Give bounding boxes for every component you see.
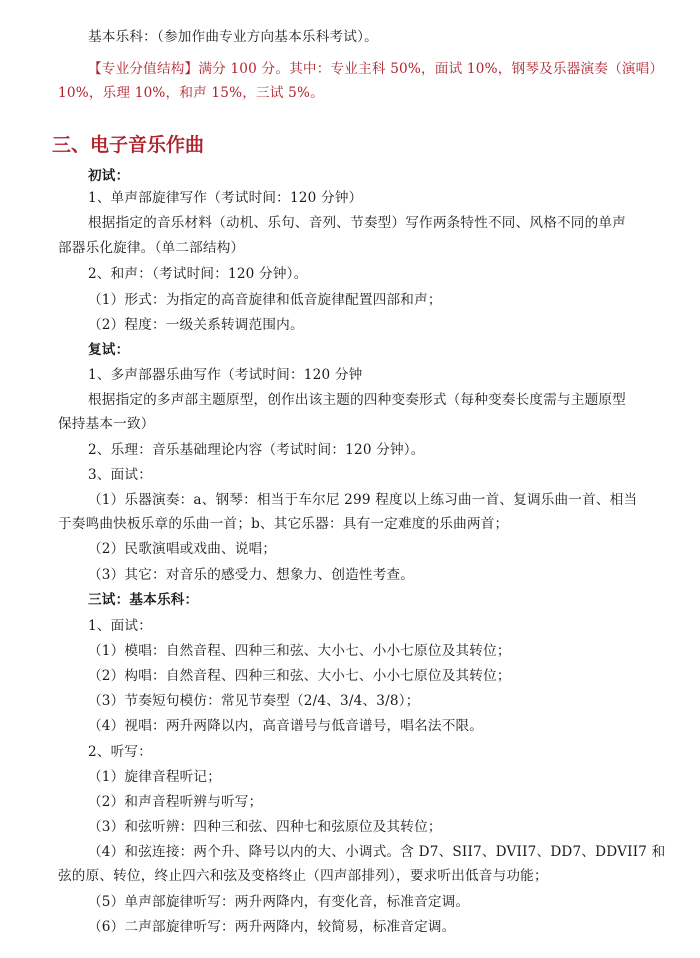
body-line: 保持基本一致） <box>58 416 155 432</box>
body-line: （5）单声部旋律听写：两升两降内，有变化音，标准音定调。 <box>88 894 470 910</box>
section-title: 三、电子音乐作曲 <box>52 134 205 156</box>
body-line: 1、多声部器乐曲写作（考试时间：120 分钟 <box>88 367 363 383</box>
body-line: （2）程度：一级关系转调范围内。 <box>88 317 304 333</box>
score-structure-line-2: 10%，乐理 10%，和声 15%，三试 5%。 <box>58 85 324 101</box>
body-line: 2、乐理：音乐基础理论内容（考试时间：120 分钟）。 <box>88 442 425 458</box>
score-structure-line-1: 【专业分值结构】满分 100 分。其中：专业主科 50%，面试 10%，钢琴及乐器演奏（演唱） <box>88 61 664 77</box>
body-line: 弦的原、转位，终止四六和弦及变格终止（四声部排列），要求听出低音与功能； <box>58 868 548 884</box>
body-line: 于奏鸣曲快板乐章的乐曲一首；b、其它乐器：具有一定难度的乐曲两首； <box>58 516 509 532</box>
body-line: 根据指定的多声部主题原型，创作出该主题的四种变奏形式（每种变奏长度需与主题原型 <box>88 392 626 408</box>
body-line: （4）视唱：两升两降以内，高音谱号与低音谱号，唱名法不限。 <box>88 718 484 734</box>
body-line: （2）和声音程听辨与听写； <box>88 794 263 810</box>
body-line: （1）乐器演奏：a、钢琴：相当于车尔尼 299 程度以上练习曲一首、复调乐曲一首、相当 <box>88 492 638 508</box>
body-line: （3）其它：对音乐的感受力、想象力、创造性考查。 <box>88 567 415 583</box>
body-line: 2、和声：（考试时间：120 分钟）。 <box>88 266 308 282</box>
body-line: （1）形式：为指定的高音旋律和低音旋律配置四部和声； <box>88 292 442 308</box>
body-line: （3）和弦听辨：四种三和弦、四种七和弦原位及其转位； <box>88 819 442 835</box>
body-line: 1、面试： <box>88 618 153 634</box>
basic-subject-line: 基本乐科：（参加作曲专业方向基本乐科考试）。 <box>88 29 378 45</box>
body-line: （2）民歌演唱或戏曲、说唱； <box>88 541 277 557</box>
body-line: 2、听写： <box>88 744 153 760</box>
body-line: （4）和弦连接：两个升、降号以内的大、小调式。含 D7、SII7、DVII7、DD7、DDVII7 和 <box>88 844 666 860</box>
body-line: （2）构唱：自然音程、四种三和弦、大小七、小小七原位及其转位； <box>88 668 511 684</box>
body-line: （6）二声部旋律听写：两升两降内，较简易，标准音定调。 <box>88 919 456 935</box>
stage-heading-second-exam: 复试： <box>88 342 130 358</box>
body-line: 根据指定的音乐材料（动机、乐句、音列、节奏型）写作两条特性不同、风格不同的单声 <box>88 215 626 231</box>
body-line: 3、面试： <box>88 467 153 483</box>
body-line: （1）模唱：自然音程、四种三和弦、大小七、小小七原位及其转位； <box>88 643 511 659</box>
body-line: 部器乐化旋律。（单二部结构） <box>58 240 245 256</box>
body-line: （3）节奏短句模仿：常见节奏型（2/4、3/4、3/8）； <box>88 693 420 709</box>
stage-heading-first-exam: 初试： <box>88 168 130 184</box>
stage-heading-third-exam: 三试：基本乐科： <box>88 592 199 608</box>
body-line: 1、单声部旋律写作（考试时间：120 分钟） <box>88 190 363 206</box>
body-line: （1）旋律音程听记； <box>88 769 221 785</box>
